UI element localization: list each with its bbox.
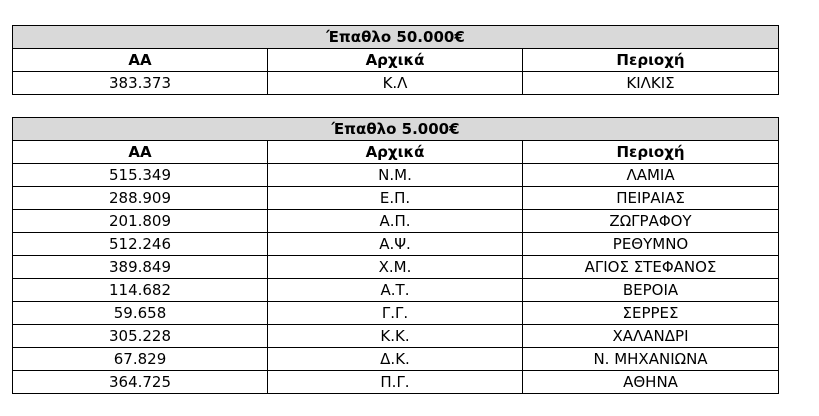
table-row xyxy=(13,164,779,187)
table-title: Έπαθλο 5.000€ xyxy=(13,118,779,141)
table-row xyxy=(13,371,779,394)
prize-table-5000 xyxy=(12,117,779,394)
cell-region: ΖΩΓΡΑΦΟΥ xyxy=(523,210,779,233)
cell-region: ΛΑΜΙΑ xyxy=(523,164,779,187)
cell-region: ΑΘΗΝΑ xyxy=(523,371,779,394)
table-title-row xyxy=(13,26,779,49)
cell-aa: 305.228 xyxy=(13,325,268,348)
cell-initials: Δ.Κ. xyxy=(268,348,523,371)
cell-initials: Κ.Κ. xyxy=(268,325,523,348)
cell-aa: 67.829 xyxy=(13,348,268,371)
cell-region: ΑΓΙΟΣ ΣΤΕΦΑΝΟΣ xyxy=(523,256,779,279)
cell-initials: Α.Τ. xyxy=(268,279,523,302)
cell-aa: 512.246 xyxy=(13,233,268,256)
column-header-initials: Αρχικά xyxy=(268,49,523,72)
cell-aa: 288.909 xyxy=(13,187,268,210)
table-row xyxy=(13,302,779,325)
cell-aa: 59.658 xyxy=(13,302,268,325)
cell-initials: Γ.Γ. xyxy=(268,302,523,325)
cell-region: ΚΙΛΚΙΣ xyxy=(523,72,779,95)
table-row xyxy=(13,256,779,279)
cell-aa: 114.682 xyxy=(13,279,268,302)
cell-region: ΡΕΘΥΜΝΟ xyxy=(523,233,779,256)
table-row xyxy=(13,348,779,371)
table-title: Έπαθλο 50.000€ xyxy=(13,26,779,49)
column-header-aa: ΑΑ xyxy=(13,49,268,72)
table-row xyxy=(13,233,779,256)
cell-region: ΧΑΛΑΝΔΡΙ xyxy=(523,325,779,348)
cell-initials: Ν.Μ. xyxy=(268,164,523,187)
column-header-initials: Αρχικά xyxy=(268,141,523,164)
cell-aa: 201.809 xyxy=(13,210,268,233)
cell-region: Ν. ΜΗΧΑΝΙΩΝΑ xyxy=(523,348,779,371)
table-body xyxy=(13,72,779,95)
cell-region: ΣΕΡΡΕΣ xyxy=(523,302,779,325)
cell-region: ΠΕΙΡΑΙΑΣ xyxy=(523,187,779,210)
cell-region: ΒΕΡΟΙΑ xyxy=(523,279,779,302)
prize-table-50000 xyxy=(12,25,779,95)
cell-initials: Α.Π. xyxy=(268,210,523,233)
table-body xyxy=(13,164,779,394)
column-header-region: Περιοχή xyxy=(523,141,779,164)
table-row xyxy=(13,187,779,210)
cell-initials: Π.Γ. xyxy=(268,371,523,394)
cell-aa: 515.349 xyxy=(13,164,268,187)
column-header-aa: ΑΑ xyxy=(13,141,268,164)
table-header-row xyxy=(13,141,779,164)
cell-aa: 389.849 xyxy=(13,256,268,279)
table-title-row xyxy=(13,118,779,141)
cell-initials: Χ.Μ. xyxy=(268,256,523,279)
cell-aa: 364.725 xyxy=(13,371,268,394)
column-header-region: Περιοχή xyxy=(523,49,779,72)
cell-aa: 383.373 xyxy=(13,72,268,95)
table-row xyxy=(13,72,779,95)
table-header-row xyxy=(13,49,779,72)
cell-initials: Α.Ψ. xyxy=(268,233,523,256)
table-row xyxy=(13,325,779,348)
table-row xyxy=(13,210,779,233)
cell-initials: Ε.Π. xyxy=(268,187,523,210)
cell-initials: Κ.Λ xyxy=(268,72,523,95)
table-row xyxy=(13,279,779,302)
